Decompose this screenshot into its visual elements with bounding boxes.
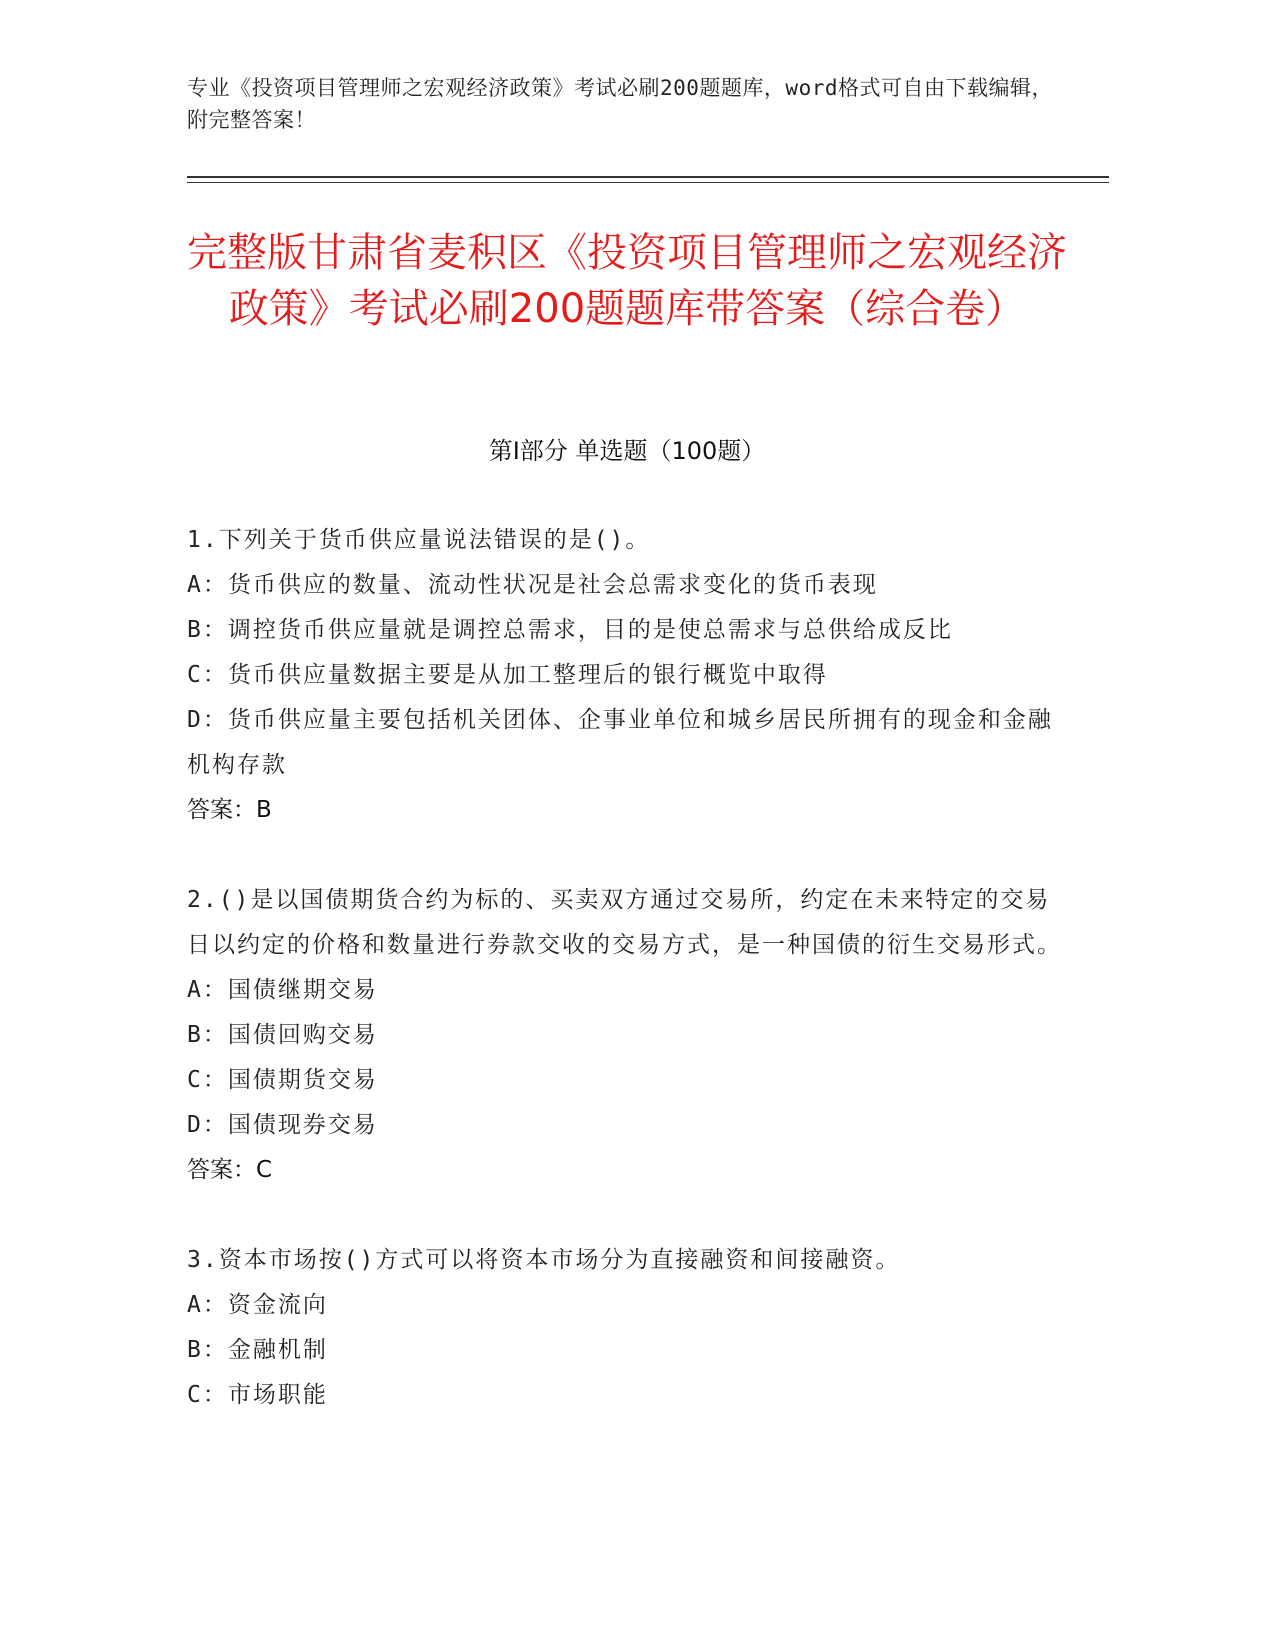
document-title: 完整版甘肃省麦积区《投资项目管理师之宏观经济政策》考试必刷200题题库带答案（综合卷）: [187, 230, 1067, 332]
option-b: B：金融机制: [187, 1337, 328, 1363]
question-2: [187, 878, 1067, 1193]
question-list: [187, 518, 1067, 1463]
header-note: 专业《投资项目管理师之宏观经济政策》考试必刷200题题库，word格式可自由下载编辑，附完整答案！: [187, 76, 1053, 132]
header-divider-thin: [187, 182, 1109, 183]
question-stem: 1.下列关于货币供应量说法错误的是()。: [187, 527, 651, 553]
option-b: B：国债回购交易: [187, 1022, 378, 1048]
option-d: D：货币供应量主要包括机关团体、企事业单位和城乡居民所拥有的现金和金融机构存款: [187, 707, 1053, 778]
option-c: C：国债期货交易: [187, 1067, 378, 1093]
question-3: [187, 1238, 1067, 1418]
answer-line: 答案：B: [187, 797, 272, 823]
option-a: A：国债继期交易: [187, 977, 378, 1003]
question-stem: 2.()是以国债期货合约为标的、买卖双方通过交易所，约定在未来特定的交易日以约定的价格和数量进行券款交收的交易方式，是一种国债的衍生交易形式。: [187, 887, 1062, 958]
option-a: A：货币供应的数量、流动性状况是社会总需求变化的货币表现: [187, 572, 878, 598]
answer-line: 答案：C: [187, 1157, 273, 1183]
option-c: C：货币供应量数据主要是从加工整理后的银行概览中取得: [187, 662, 828, 688]
question-1: [187, 518, 1067, 833]
option-d: D：国债现券交易: [187, 1112, 378, 1138]
section-title: 第Ⅰ部分 单选题（100题）: [488, 437, 766, 465]
option-b: B：调控货币供应量就是调控总需求，目的是使总需求与总供给成反比: [187, 617, 953, 643]
question-stem: 3.资本市场按()方式可以将资本市场分为直接融资和间接融资。: [187, 1247, 901, 1273]
header-divider-thick: [187, 176, 1109, 178]
option-c: C：市场职能: [187, 1382, 328, 1408]
option-a: A：资金流向: [187, 1292, 328, 1318]
